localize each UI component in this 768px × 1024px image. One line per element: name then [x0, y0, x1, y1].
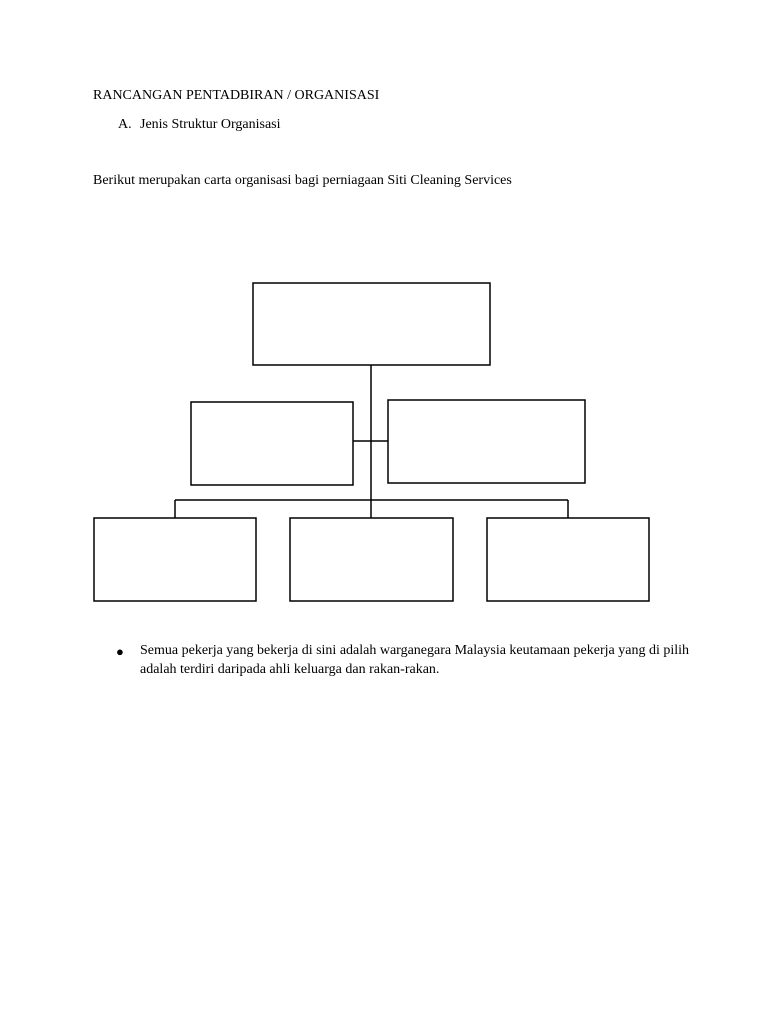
org-box-bottom-right: [487, 518, 649, 601]
org-box-middle-right: [388, 400, 585, 483]
document-title: RANCANGAN PENTADBIRAN / ORGANISASI: [93, 88, 380, 103]
subsection-marker: A.: [118, 117, 132, 132]
bullet-text: Semua pekerja yang bekerja di sini adalah warganegara Malaysia keutamaan pekerja yang di pilih adalah terdiri daripada ahli keluarga dan rakan-rakan.: [140, 643, 690, 677]
intro-paragraph: Berikut merupakan carta organisasi bagi perniagaan Siti Cleaning Services: [93, 173, 512, 188]
org-box-bottom-center: [290, 518, 453, 601]
subsection-title: Jenis Struktur Organisasi: [140, 117, 281, 132]
bullet-icon: ●: [116, 644, 124, 659]
org-box-middle-left: [191, 402, 353, 485]
org-box-bottom-left: [94, 518, 256, 601]
org-box-top: [253, 283, 490, 365]
